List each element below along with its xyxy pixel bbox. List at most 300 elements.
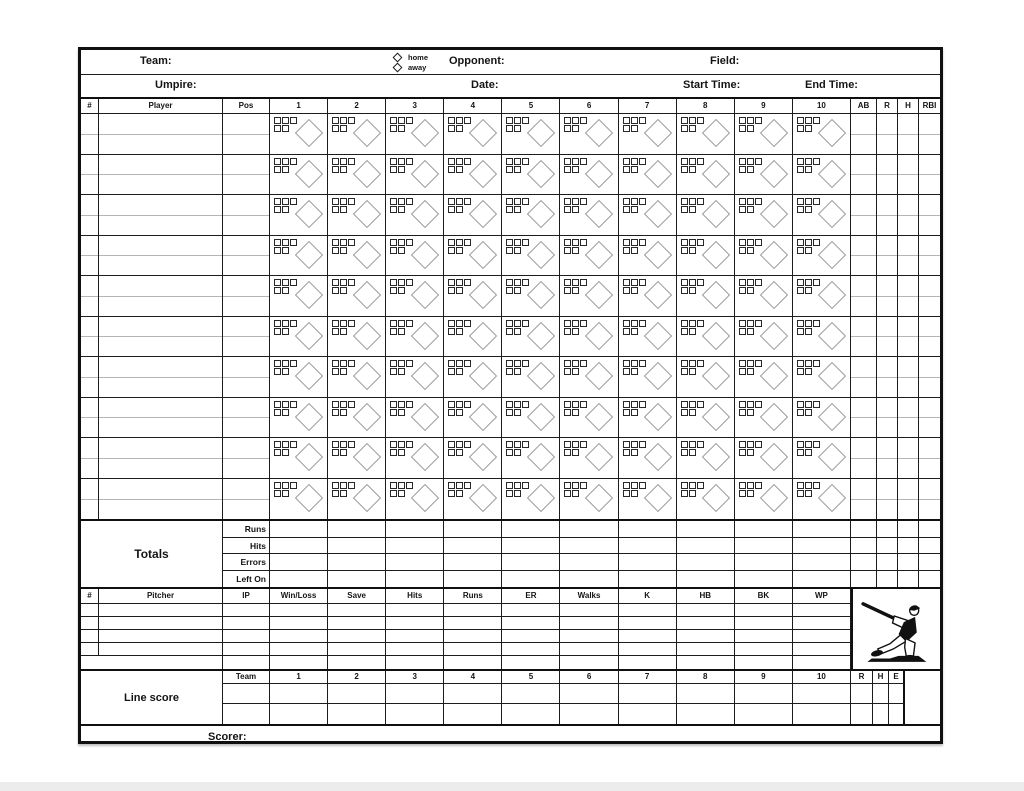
batting-stat-cell-ab[interactable] — [851, 438, 877, 479]
inning-cell[interactable] — [677, 155, 735, 196]
ball-box-icon[interactable] — [689, 441, 696, 448]
ball-box-icon[interactable] — [282, 239, 289, 246]
player-number-cell[interactable] — [81, 479, 99, 520]
strike-box-icon[interactable] — [398, 247, 405, 254]
pitcher-stat-cell-k[interactable] — [619, 617, 677, 630]
totals-inning-cell[interactable] — [502, 538, 560, 555]
ball-box-icon[interactable] — [522, 482, 529, 489]
ball-box-icon[interactable] — [681, 441, 688, 448]
ball-box-icon[interactable] — [747, 401, 754, 408]
position-cell[interactable] — [223, 438, 270, 479]
strike-box-icon[interactable] — [274, 409, 281, 416]
ball-box-icon[interactable] — [689, 239, 696, 246]
ball-box-icon[interactable] — [813, 482, 820, 489]
player-number-cell[interactable] — [81, 398, 99, 439]
ball-box-icon[interactable] — [580, 482, 587, 489]
ball-box-icon[interactable] — [506, 401, 513, 408]
ball-box-icon[interactable] — [448, 441, 455, 448]
inning-cell[interactable] — [386, 317, 444, 358]
inning-cell[interactable] — [677, 357, 735, 398]
inning-cell[interactable] — [619, 236, 677, 277]
ball-box-icon[interactable] — [689, 279, 696, 286]
strike-box-icon[interactable] — [274, 125, 281, 132]
ball-box-icon[interactable] — [282, 441, 289, 448]
ball-box-icon[interactable] — [448, 198, 455, 205]
inning-cell[interactable] — [735, 479, 793, 520]
player-number-cell[interactable] — [81, 357, 99, 398]
strike-box-icon[interactable] — [623, 166, 630, 173]
totals-inning-cell[interactable] — [328, 571, 386, 588]
inning-cell[interactable] — [560, 479, 618, 520]
ball-box-icon[interactable] — [340, 239, 347, 246]
strike-box-icon[interactable] — [274, 166, 281, 173]
pitcher-stat-cell-bk[interactable] — [735, 656, 793, 669]
strike-box-icon[interactable] — [332, 166, 339, 173]
ball-box-icon[interactable] — [282, 198, 289, 205]
ball-box-icon[interactable] — [290, 198, 297, 205]
strike-box-icon[interactable] — [689, 125, 696, 132]
ball-box-icon[interactable] — [332, 320, 339, 327]
strike-box-icon[interactable] — [456, 166, 463, 173]
inning-cell[interactable] — [328, 155, 386, 196]
strike-box-icon[interactable] — [390, 490, 397, 497]
ball-box-icon[interactable] — [348, 320, 355, 327]
position-cell[interactable] — [223, 357, 270, 398]
ball-box-icon[interactable] — [348, 441, 355, 448]
inning-cell[interactable] — [735, 438, 793, 479]
player-name-cell[interactable] — [99, 317, 223, 358]
strike-box-icon[interactable] — [631, 166, 638, 173]
ball-box-icon[interactable] — [747, 441, 754, 448]
ball-box-icon[interactable] — [332, 360, 339, 367]
ball-box-icon[interactable] — [697, 158, 704, 165]
ball-box-icon[interactable] — [340, 360, 347, 367]
ball-box-icon[interactable] — [348, 401, 355, 408]
strike-box-icon[interactable] — [390, 328, 397, 335]
strike-box-icon[interactable] — [282, 449, 289, 456]
position-cell[interactable] — [223, 276, 270, 317]
totals-stat-cell[interactable] — [898, 554, 919, 571]
pitcher-stat-cell-runs[interactable] — [444, 656, 502, 669]
strike-box-icon[interactable] — [448, 490, 455, 497]
ball-box-icon[interactable] — [639, 117, 646, 124]
ball-box-icon[interactable] — [274, 401, 281, 408]
home-checkbox-row[interactable] — [392, 52, 428, 62]
strike-box-icon[interactable] — [282, 490, 289, 497]
ball-box-icon[interactable] — [689, 401, 696, 408]
pitcher-number-cell[interactable] — [81, 643, 99, 656]
inning-cell[interactable] — [619, 195, 677, 236]
ball-box-icon[interactable] — [390, 279, 397, 286]
totals-inning-cell[interactable] — [328, 538, 386, 555]
strike-box-icon[interactable] — [739, 125, 746, 132]
strike-box-icon[interactable] — [623, 125, 630, 132]
inning-cell[interactable] — [677, 195, 735, 236]
position-cell[interactable] — [223, 317, 270, 358]
pitcher-stat-cell-hits[interactable] — [386, 656, 444, 669]
totals-inning-cell[interactable] — [444, 538, 502, 555]
strike-box-icon[interactable] — [340, 449, 347, 456]
totals-inning-cell[interactable] — [328, 521, 386, 538]
totals-inning-cell[interactable] — [386, 538, 444, 555]
strike-box-icon[interactable] — [332, 490, 339, 497]
pitcher-stat-cell-runs[interactable] — [444, 604, 502, 617]
strike-box-icon[interactable] — [747, 368, 754, 375]
ball-box-icon[interactable] — [406, 117, 413, 124]
ball-box-icon[interactable] — [572, 198, 579, 205]
strike-box-icon[interactable] — [390, 125, 397, 132]
totals-inning-cell[interactable] — [328, 554, 386, 571]
ball-box-icon[interactable] — [290, 279, 297, 286]
totals-inning-cell[interactable] — [444, 521, 502, 538]
ball-box-icon[interactable] — [755, 482, 762, 489]
strike-box-icon[interactable] — [739, 206, 746, 213]
batting-stat-cell-rbi[interactable] — [919, 357, 940, 398]
totals-inning-cell[interactable] — [386, 571, 444, 588]
inning-cell[interactable] — [386, 276, 444, 317]
ball-box-icon[interactable] — [813, 158, 820, 165]
strike-box-icon[interactable] — [514, 206, 521, 213]
ball-box-icon[interactable] — [681, 117, 688, 124]
pitcher-stat-cell-hits[interactable] — [386, 604, 444, 617]
pitcher-stat-cell-save[interactable] — [328, 643, 386, 656]
totals-inning-cell[interactable] — [270, 538, 328, 555]
ball-box-icon[interactable] — [274, 239, 281, 246]
pitcher-name-cell[interactable] — [99, 643, 223, 656]
ball-box-icon[interactable] — [564, 158, 571, 165]
batting-stat-cell-rbi[interactable] — [919, 317, 940, 358]
ball-box-icon[interactable] — [639, 158, 646, 165]
strike-box-icon[interactable] — [390, 449, 397, 456]
inning-cell[interactable] — [328, 357, 386, 398]
ball-box-icon[interactable] — [390, 198, 397, 205]
ball-box-icon[interactable] — [448, 482, 455, 489]
ball-box-icon[interactable] — [390, 117, 397, 124]
pitcher-stat-cell-walks[interactable] — [560, 604, 618, 617]
pitcher-stat-cell-hb[interactable] — [677, 630, 735, 643]
ball-box-icon[interactable] — [697, 401, 704, 408]
pitcher-stat-cell-k[interactable] — [619, 656, 677, 669]
ball-box-icon[interactable] — [390, 360, 397, 367]
pitcher-stat-cell-win-loss[interactable] — [270, 630, 328, 643]
ball-box-icon[interactable] — [282, 117, 289, 124]
batting-stat-cell-r[interactable] — [877, 236, 898, 277]
totals-stat-cell[interactable] — [919, 554, 940, 571]
ball-box-icon[interactable] — [623, 117, 630, 124]
inning-cell[interactable] — [270, 114, 328, 155]
inning-cell[interactable] — [793, 276, 851, 317]
inning-cell[interactable] — [444, 317, 502, 358]
inning-cell[interactable] — [677, 317, 735, 358]
inning-cell[interactable] — [793, 317, 851, 358]
inning-cell[interactable] — [270, 276, 328, 317]
strike-box-icon[interactable] — [681, 328, 688, 335]
ball-box-icon[interactable] — [747, 158, 754, 165]
batting-stat-cell-ab[interactable] — [851, 195, 877, 236]
inning-cell[interactable] — [560, 114, 618, 155]
inning-cell[interactable] — [444, 236, 502, 277]
totals-inning-cell[interactable] — [502, 571, 560, 588]
line-score-inning-cell[interactable] — [444, 704, 502, 724]
totals-inning-cell[interactable] — [502, 554, 560, 571]
strike-box-icon[interactable] — [572, 328, 579, 335]
inning-cell[interactable] — [502, 195, 560, 236]
strike-box-icon[interactable] — [456, 449, 463, 456]
ball-box-icon[interactable] — [739, 239, 746, 246]
strike-box-icon[interactable] — [506, 409, 513, 416]
pitcher-stat-cell-k[interactable] — [619, 630, 677, 643]
batting-stat-cell-h[interactable] — [898, 398, 919, 439]
strike-box-icon[interactable] — [805, 166, 812, 173]
inning-cell[interactable] — [270, 479, 328, 520]
strike-box-icon[interactable] — [739, 328, 746, 335]
strike-box-icon[interactable] — [572, 368, 579, 375]
totals-inning-cell[interactable] — [560, 538, 618, 555]
ball-box-icon[interactable] — [514, 239, 521, 246]
strike-box-icon[interactable] — [681, 368, 688, 375]
batting-stat-cell-r[interactable] — [877, 438, 898, 479]
batting-stat-cell-h[interactable] — [898, 195, 919, 236]
strike-box-icon[interactable] — [564, 409, 571, 416]
position-cell[interactable] — [223, 398, 270, 439]
strike-box-icon[interactable] — [797, 490, 804, 497]
ball-box-icon[interactable] — [274, 482, 281, 489]
pitcher-stat-cell-walks[interactable] — [560, 617, 618, 630]
strike-box-icon[interactable] — [282, 409, 289, 416]
strike-box-icon[interactable] — [572, 449, 579, 456]
ball-box-icon[interactable] — [348, 117, 355, 124]
ball-box-icon[interactable] — [398, 482, 405, 489]
ball-box-icon[interactable] — [805, 482, 812, 489]
ball-box-icon[interactable] — [681, 401, 688, 408]
ball-box-icon[interactable] — [282, 360, 289, 367]
ball-box-icon[interactable] — [639, 239, 646, 246]
batting-stat-cell-rbi[interactable] — [919, 195, 940, 236]
ball-box-icon[interactable] — [332, 117, 339, 124]
line-score-inning-cell[interactable] — [328, 684, 386, 704]
line-score-inning-cell[interactable] — [386, 704, 444, 724]
strike-box-icon[interactable] — [282, 166, 289, 173]
pitcher-stat-cell-wp[interactable] — [793, 630, 851, 643]
strike-box-icon[interactable] — [282, 287, 289, 294]
ball-box-icon[interactable] — [681, 239, 688, 246]
ball-box-icon[interactable] — [564, 239, 571, 246]
batting-stat-cell-r[interactable] — [877, 398, 898, 439]
strike-box-icon[interactable] — [623, 247, 630, 254]
ball-box-icon[interactable] — [456, 320, 463, 327]
ball-box-icon[interactable] — [572, 279, 579, 286]
ball-box-icon[interactable] — [755, 158, 762, 165]
ball-box-icon[interactable] — [398, 441, 405, 448]
ball-box-icon[interactable] — [398, 158, 405, 165]
strike-box-icon[interactable] — [747, 449, 754, 456]
strike-box-icon[interactable] — [274, 206, 281, 213]
inning-cell[interactable] — [502, 236, 560, 277]
inning-cell[interactable] — [793, 479, 851, 520]
batting-stat-cell-rbi[interactable] — [919, 236, 940, 277]
ball-box-icon[interactable] — [623, 239, 630, 246]
ball-box-icon[interactable] — [406, 198, 413, 205]
ball-box-icon[interactable] — [340, 482, 347, 489]
ball-box-icon[interactable] — [739, 320, 746, 327]
inning-cell[interactable] — [560, 357, 618, 398]
inning-cell[interactable] — [793, 195, 851, 236]
ball-box-icon[interactable] — [755, 117, 762, 124]
ball-box-icon[interactable] — [572, 401, 579, 408]
strike-box-icon[interactable] — [572, 125, 579, 132]
ball-box-icon[interactable] — [348, 239, 355, 246]
strike-box-icon[interactable] — [689, 206, 696, 213]
ball-box-icon[interactable] — [390, 320, 397, 327]
ball-box-icon[interactable] — [464, 279, 471, 286]
ball-box-icon[interactable] — [390, 158, 397, 165]
batting-stat-cell-r[interactable] — [877, 479, 898, 520]
inning-cell[interactable] — [502, 357, 560, 398]
inning-cell[interactable] — [793, 236, 851, 277]
ball-box-icon[interactable] — [290, 158, 297, 165]
ball-box-icon[interactable] — [448, 239, 455, 246]
inning-cell[interactable] — [677, 398, 735, 439]
batting-stat-cell-ab[interactable] — [851, 155, 877, 196]
ball-box-icon[interactable] — [797, 320, 804, 327]
strike-box-icon[interactable] — [506, 449, 513, 456]
totals-stat-cell[interactable] — [877, 538, 898, 555]
totals-stat-cell[interactable] — [851, 538, 877, 555]
strike-box-icon[interactable] — [274, 368, 281, 375]
line-score-team-cell[interactable] — [223, 704, 270, 724]
totals-stat-cell[interactable] — [851, 554, 877, 571]
ball-box-icon[interactable] — [747, 239, 754, 246]
ball-box-icon[interactable] — [340, 441, 347, 448]
strike-box-icon[interactable] — [631, 206, 638, 213]
ball-box-icon[interactable] — [522, 320, 529, 327]
strike-box-icon[interactable] — [572, 206, 579, 213]
inning-cell[interactable] — [735, 276, 793, 317]
ball-box-icon[interactable] — [681, 198, 688, 205]
strike-box-icon[interactable] — [398, 368, 405, 375]
inning-cell[interactable] — [735, 114, 793, 155]
strike-box-icon[interactable] — [456, 368, 463, 375]
strike-box-icon[interactable] — [805, 409, 812, 416]
position-cell[interactable] — [223, 195, 270, 236]
batting-stat-cell-r[interactable] — [877, 114, 898, 155]
strike-box-icon[interactable] — [805, 368, 812, 375]
ball-box-icon[interactable] — [522, 239, 529, 246]
ball-box-icon[interactable] — [755, 198, 762, 205]
strike-box-icon[interactable] — [514, 247, 521, 254]
pitcher-stat-cell-hits[interactable] — [386, 617, 444, 630]
strike-box-icon[interactable] — [623, 449, 630, 456]
totals-stat-cell[interactable] — [877, 521, 898, 538]
strike-box-icon[interactable] — [564, 125, 571, 132]
ball-box-icon[interactable] — [522, 279, 529, 286]
totals-stat-cell[interactable] — [919, 571, 940, 588]
strike-box-icon[interactable] — [398, 328, 405, 335]
pitcher-stat-cell-hits[interactable] — [386, 643, 444, 656]
strike-box-icon[interactable] — [564, 368, 571, 375]
strike-box-icon[interactable] — [623, 368, 630, 375]
player-name-cell[interactable] — [99, 236, 223, 277]
inning-cell[interactable] — [560, 195, 618, 236]
ball-box-icon[interactable] — [274, 360, 281, 367]
strike-box-icon[interactable] — [747, 490, 754, 497]
ball-box-icon[interactable] — [448, 158, 455, 165]
ball-box-icon[interactable] — [332, 482, 339, 489]
totals-inning-cell[interactable] — [793, 538, 851, 555]
ball-box-icon[interactable] — [739, 158, 746, 165]
strike-box-icon[interactable] — [564, 449, 571, 456]
ball-box-icon[interactable] — [631, 360, 638, 367]
line-score-inning-cell[interactable] — [502, 684, 560, 704]
line-score-inning-cell[interactable] — [560, 704, 618, 724]
pitcher-stat-cell-hb[interactable] — [677, 656, 735, 669]
strike-box-icon[interactable] — [456, 247, 463, 254]
ball-box-icon[interactable] — [448, 320, 455, 327]
strike-box-icon[interactable] — [739, 368, 746, 375]
pitcher-ip-cell[interactable] — [223, 656, 270, 669]
line-score-inning-cell[interactable] — [444, 684, 502, 704]
totals-inning-cell[interactable] — [270, 571, 328, 588]
ball-box-icon[interactable] — [514, 441, 521, 448]
player-name-cell[interactable] — [99, 155, 223, 196]
ball-box-icon[interactable] — [631, 239, 638, 246]
ball-box-icon[interactable] — [755, 401, 762, 408]
inning-cell[interactable] — [619, 438, 677, 479]
pitcher-stat-cell-win-loss[interactable] — [270, 617, 328, 630]
ball-box-icon[interactable] — [623, 320, 630, 327]
inning-cell[interactable] — [444, 155, 502, 196]
strike-box-icon[interactable] — [398, 166, 405, 173]
ball-box-icon[interactable] — [564, 482, 571, 489]
ball-box-icon[interactable] — [464, 441, 471, 448]
strike-box-icon[interactable] — [564, 166, 571, 173]
ball-box-icon[interactable] — [739, 198, 746, 205]
strike-box-icon[interactable] — [506, 125, 513, 132]
strike-box-icon[interactable] — [805, 287, 812, 294]
pitcher-ip-cell[interactable] — [223, 604, 270, 617]
batting-stat-cell-h[interactable] — [898, 479, 919, 520]
strike-box-icon[interactable] — [456, 206, 463, 213]
batting-stat-cell-rbi[interactable] — [919, 114, 940, 155]
strike-box-icon[interactable] — [514, 125, 521, 132]
ball-box-icon[interactable] — [464, 158, 471, 165]
away-checkbox-diamond-icon[interactable] — [393, 62, 403, 72]
ball-box-icon[interactable] — [340, 117, 347, 124]
strike-box-icon[interactable] — [631, 368, 638, 375]
line-score-inning-cell[interactable] — [502, 704, 560, 724]
pitcher-stat-cell-save[interactable] — [328, 617, 386, 630]
strike-box-icon[interactable] — [681, 287, 688, 294]
ball-box-icon[interactable] — [681, 279, 688, 286]
ball-box-icon[interactable] — [564, 117, 571, 124]
strike-box-icon[interactable] — [689, 490, 696, 497]
strike-box-icon[interactable] — [797, 206, 804, 213]
pitcher-stat-cell-save[interactable] — [328, 604, 386, 617]
ball-box-icon[interactable] — [805, 279, 812, 286]
ball-box-icon[interactable] — [406, 482, 413, 489]
ball-box-icon[interactable] — [805, 441, 812, 448]
ball-box-icon[interactable] — [456, 482, 463, 489]
inning-cell[interactable] — [444, 276, 502, 317]
ball-box-icon[interactable] — [564, 198, 571, 205]
strike-box-icon[interactable] — [332, 247, 339, 254]
strike-box-icon[interactable] — [739, 449, 746, 456]
ball-box-icon[interactable] — [290, 117, 297, 124]
ball-box-icon[interactable] — [282, 320, 289, 327]
batting-stat-cell-rbi[interactable] — [919, 438, 940, 479]
pitcher-ip-cell[interactable] — [223, 630, 270, 643]
pitcher-stat-cell-runs[interactable] — [444, 617, 502, 630]
